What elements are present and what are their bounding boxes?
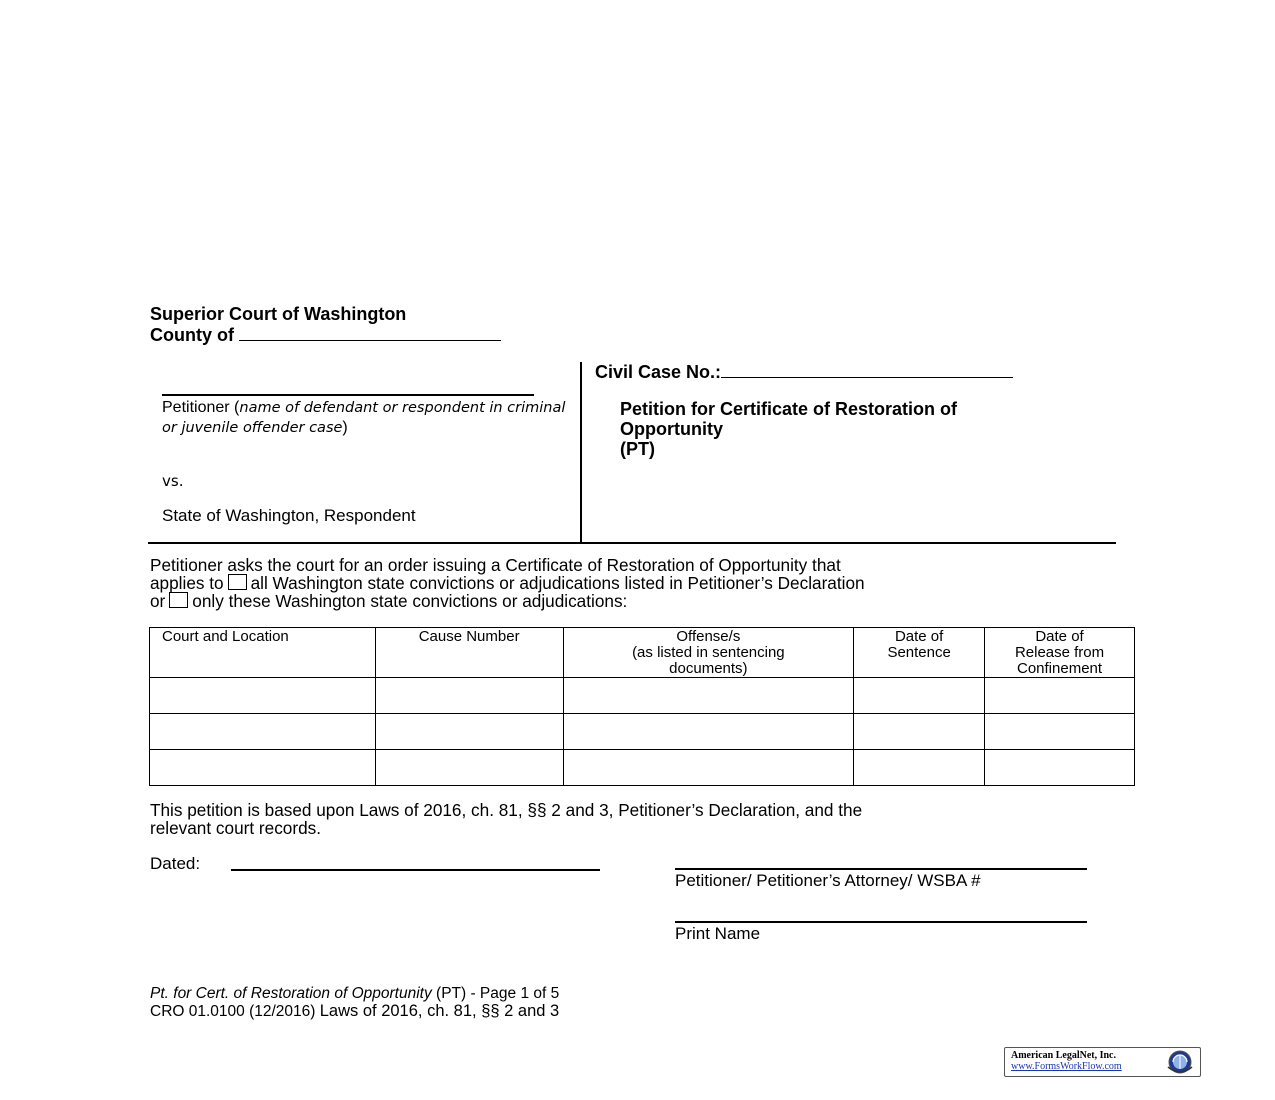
title-line-2: Opportunity — [620, 419, 723, 439]
table-cell[interactable] — [854, 678, 985, 714]
table-header-row — [150, 628, 1135, 678]
case-number-blank[interactable] — [721, 361, 1013, 378]
header-date-of-sentence: Date of Sentence — [854, 628, 985, 678]
intro-line-2 — [150, 574, 1140, 592]
table-cell[interactable] — [985, 714, 1135, 750]
or-text: or — [150, 591, 166, 611]
case-number-label: Civil Case No.: — [595, 362, 722, 382]
table-cell[interactable] — [854, 714, 985, 750]
court-heading — [150, 304, 501, 345]
signer-label: Petitioner/ Petitioner’s Attorney/ WSBA # — [675, 871, 981, 890]
only-these-label: only these Washington state convictions or adjudications: — [192, 591, 628, 611]
petitioner-label-text: Petitioner — [162, 399, 230, 416]
title-line-1: Petition for Certificate of Restoration of — [620, 399, 958, 419]
table-row — [150, 714, 1135, 750]
petitioner-hint: name of defendant or respondent in criminal or juvenile offender case — [162, 400, 566, 436]
respondent-text: State of Washington, Respondent — [162, 506, 416, 525]
basis-line-1: This petition is based upon Laws of 2016, ch. 81, §§ 2 and 3, Petitioner’s Declaration, and the — [150, 800, 863, 820]
all-convictions-checkbox[interactable] — [228, 574, 247, 590]
table-cell[interactable] — [563, 750, 854, 786]
footer-title: Pt. for Cert. of Restoration of Opportunity — [150, 985, 432, 1002]
caption-divider-vertical — [580, 362, 582, 543]
header-court-location: Court and Location — [150, 628, 376, 678]
title-line-3: (PT) — [620, 439, 655, 459]
table-cell[interactable] — [985, 678, 1135, 714]
publisher-name: American LegalNet, Inc. — [1011, 1050, 1116, 1061]
table-cell[interactable] — [150, 714, 376, 750]
table-cell[interactable] — [563, 678, 854, 714]
table-cell[interactable] — [563, 714, 854, 750]
county-label: County of — [150, 325, 234, 345]
table-cell[interactable] — [375, 714, 563, 750]
versus-text: vs. — [162, 472, 184, 490]
caption-divider-horizontal — [148, 542, 1116, 544]
petitioner-name-blank[interactable] — [162, 394, 534, 396]
signature-blank[interactable] — [675, 868, 1087, 870]
table-row — [150, 750, 1135, 786]
county-row — [150, 324, 501, 345]
print-name-label: Print Name — [675, 924, 761, 943]
intro-line-1: Petitioner asks the court for an order issuing a Certificate of Restoration of Opportunity that — [150, 555, 841, 575]
header-cause-number: Cause Number — [375, 628, 563, 678]
footer-law-ref: Laws of 2016, ch. 81, §§ 2 and 3 — [319, 1002, 560, 1020]
table-cell[interactable] — [150, 678, 376, 714]
intro-paragraph — [150, 556, 1140, 610]
legal-basis-paragraph — [150, 801, 1140, 837]
table-cell[interactable] — [150, 750, 376, 786]
header-offenses: Offense/s (as listed in sentencing documents) — [563, 628, 854, 678]
table-cell[interactable] — [854, 750, 985, 786]
all-convictions-label: all Washington state convictions or adjudications listed in Petitioner’s Declaration — [250, 573, 865, 593]
county-blank[interactable] — [239, 324, 501, 341]
table-cell[interactable] — [985, 750, 1135, 786]
convictions-table — [149, 627, 1135, 786]
header-date-of-release: Date of Release from Confinement — [985, 628, 1135, 678]
dated-label: Dated: — [150, 854, 201, 873]
footer-title-row — [150, 985, 559, 1003]
petition-title — [620, 399, 1100, 459]
print-name-blank[interactable] — [675, 921, 1087, 923]
footer-form-row — [150, 1002, 559, 1021]
only-these-checkbox[interactable] — [169, 592, 188, 608]
basis-line-2: relevant court records. — [150, 818, 321, 838]
table-cell[interactable] — [375, 750, 563, 786]
footer-page-info: (PT) - Page 1 of 5 — [436, 985, 560, 1002]
court-name: Superior Court of Washington — [150, 304, 407, 324]
case-number-row — [595, 361, 1013, 383]
publisher-url[interactable]: www.FormsWorkFlow.com — [1011, 1061, 1122, 1072]
applies-to-text: applies to — [150, 573, 224, 593]
footer-form-code: CRO 01.0100 (12/2016) — [150, 1003, 316, 1020]
dated-blank[interactable] — [231, 869, 600, 871]
intro-line-3 — [150, 592, 1140, 610]
petitioner-label: Petitioner (name of defendant or respondent in criminal or juvenile offender case) — [162, 399, 566, 436]
publisher-badge[interactable] — [1004, 1047, 1201, 1077]
table-row — [150, 678, 1135, 714]
table-cell[interactable] — [375, 678, 563, 714]
globe-logo-icon — [1162, 1049, 1198, 1075]
